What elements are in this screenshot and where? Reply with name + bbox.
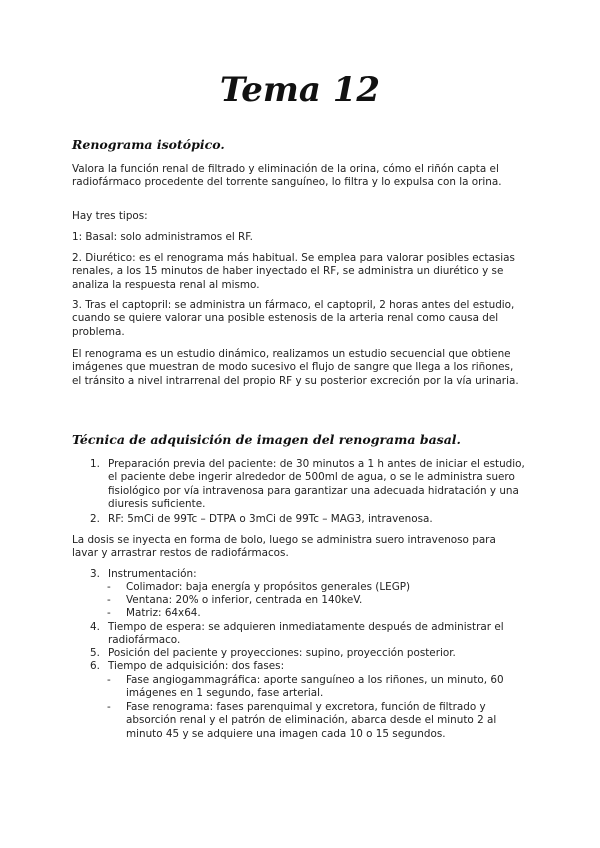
list-number: 2.	[90, 513, 100, 525]
sub-item-colimador: Colimador: baja energía y propósitos generales (LEGP)	[126, 581, 411, 593]
sub-item-ventana: Ventana: 20% o inferior, centrada en 140keV.	[126, 594, 363, 606]
list-number: 1.	[90, 458, 100, 470]
list-item-posicion: Posición del paciente y proyecciones: supino, proyección posterior.	[108, 647, 456, 659]
conclusion-paragraph: El renograma es un estudio dinámico, realizamos un estudio secuencial que obtiene imágenes que muestran de modo sucesivo el flujo de sangre que llega a los riñones, el tránsito a nivel intrarrenal del propio RF y su posterior excreción por la vía urinaria.	[72, 348, 519, 387]
sub-item-matriz: Matriz: 64x64.	[126, 607, 201, 619]
page-title: Tema 12	[219, 70, 381, 110]
type-diuretico: 2. Diurético: es el renograma más habitual. Se emplea para valorar posibles ectasias renales, a los 15 minutos de haber inyectado el RF, se administra un diurético y se analiza la respuesta renal al mismo.	[72, 252, 515, 291]
sub-item-fase-renograma: Fase renograma: fases parenquimal y excretora, función de filtrado y absorción renal y el patrón de eliminación, abarca desde el minuto 2 al minuto 45 y se adquiere una imagen cada 10 o 15 segundos.	[126, 701, 497, 740]
list-item-instrumentacion: Instrumentación:	[108, 568, 197, 580]
dash-bullet: -	[107, 701, 111, 713]
list-item-adquisicion: Tiempo de adquisición: dos fases:	[108, 660, 285, 672]
dash-bullet: -	[107, 674, 111, 686]
dose-paragraph: La dosis se inyecta en forma de bolo, luego se administra suero intravenoso para lavar y arrastrar restos de radiofármacos.	[72, 534, 496, 560]
list-item-preparacion: Preparación previa del paciente: de 30 minutos a 1 h antes de iniciar el estudio, el paciente debe ingerir alrededor de 500ml de agua, o se le administra suero fisiológico por vía intravenosa para garantizar una adecuada hidratación y una diuresis suficiente.	[108, 458, 525, 511]
dash-bullet: -	[107, 607, 111, 619]
type-captopril: 3. Tras el captopril: se administra un fármaco, el captopril, 2 horas antes del estudio, cuando se quiere valorar una posible estenosis de la arteria renal como causa del problema.	[72, 299, 515, 338]
list-item-rf: RF: 5mCi de 99Tc – DTPA o 3mCi de 99Tc – MAG3, intravenosa.	[108, 513, 433, 525]
list-item-espera: Tiempo de espera: se adquieren inmediatamente después de administrar el radiofármaco.	[108, 621, 504, 647]
list-number: 4.	[90, 621, 100, 633]
types-intro: Hay tres tipos:	[72, 210, 148, 222]
list-number: 6.	[90, 660, 100, 672]
section-heading-tecnica: Técnica de adquisición de imagen del renograma basal.	[72, 432, 461, 447]
dash-bullet: -	[107, 581, 111, 593]
section-heading-renograma: Renograma isotópico.	[72, 137, 225, 152]
dash-bullet: -	[107, 594, 111, 606]
intro-paragraph: Valora la función renal de filtrado y eliminación de la orina, cómo el riñón capta el radiofármaco procedente del torrente sanguíneo, lo filtra y lo expulsa con la orina.	[72, 163, 502, 189]
list-number: 5.	[90, 647, 100, 659]
list-number: 3.	[90, 568, 100, 580]
sub-item-fase-angiogammagrafica: Fase angiogammagráfica: aporte sanguíneo a los riñones, un minuto, 60 imágenes en 1 segundo, fase arterial.	[126, 674, 504, 700]
type-basal: 1: Basal: solo administramos el RF.	[72, 231, 253, 243]
